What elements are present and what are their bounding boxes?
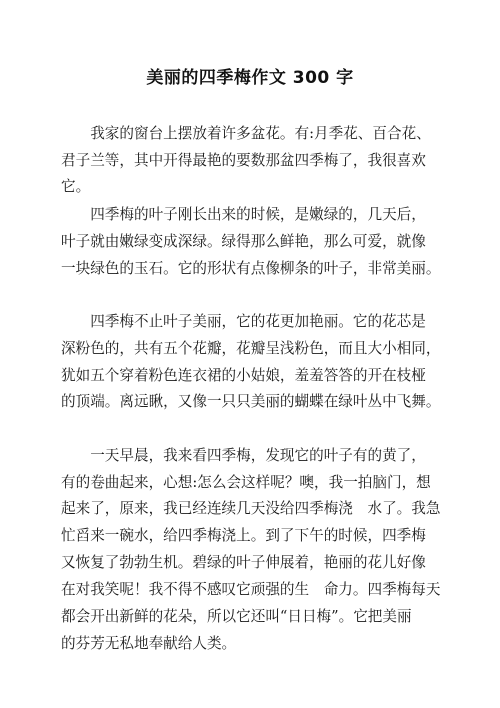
- text-line: 深粉色的，共有五个花瓣，花瓣呈浅粉色，而且大小相同，: [61, 340, 441, 357]
- text-line: 都会开出新鲜的花朵，所以它还叫“日日梅”。它把美丽: [61, 608, 412, 625]
- text-line: 一块绿色的玉石。它的形状有点像柳条的叶子，非常美丽。: [61, 260, 441, 277]
- text-line: 又恢复了勃勃生机。碧绿的叶子伸展着，艳丽的花儿好像: [61, 554, 426, 571]
- text-line: 犹如五个穿着粉色连衣裙的小姑娘，羞羞答答的开在枝桠: [61, 367, 426, 384]
- text-line: 叶子就由嫩绿变成深绿。绿得那么鲜艳，那么可爱，就像: [61, 233, 426, 250]
- text-line: 四季梅不止叶子美丽，它的花更加艳丽。它的花芯是: [61, 313, 426, 330]
- text-line: 有的卷曲起来，心想:怎么会这样呢？噢，我一拍脑门，想: [61, 474, 431, 491]
- text-line: 君子兰等，其中开得最艳的要数那盆四季梅了，我很喜欢: [61, 152, 426, 169]
- text-line: 起来了，原来，我已经连续几天没给四季梅浇 水了。我急: [61, 500, 441, 517]
- document-title: 美丽的四季梅作文 300 字: [146, 68, 354, 88]
- text-line: 它。: [61, 178, 91, 195]
- text-line: 在对我笑呢！我不得不感叹它顽强的生 命力。四季梅每天: [61, 581, 441, 598]
- text-line: 我家的窗台上摆放着许多盆花。有:月季花、百合花、: [61, 125, 431, 142]
- text-line: 的芬芳无私地奉献给人类。: [61, 635, 237, 652]
- text-line: 四季梅的叶子刚长出来的时候，是嫩绿的，几天后，: [61, 206, 426, 223]
- text-line: 忙舀来一碗水，给四季梅浇上。到了下午的时候，四季梅: [61, 527, 426, 544]
- text-line: 的顶端。离远瞅，又像一只只美丽的蝴蝶在绿叶丛中飞舞。: [61, 393, 441, 410]
- text-line: 一天早晨，我来看四季梅，发现它的叶子有的黄了，: [61, 447, 426, 464]
